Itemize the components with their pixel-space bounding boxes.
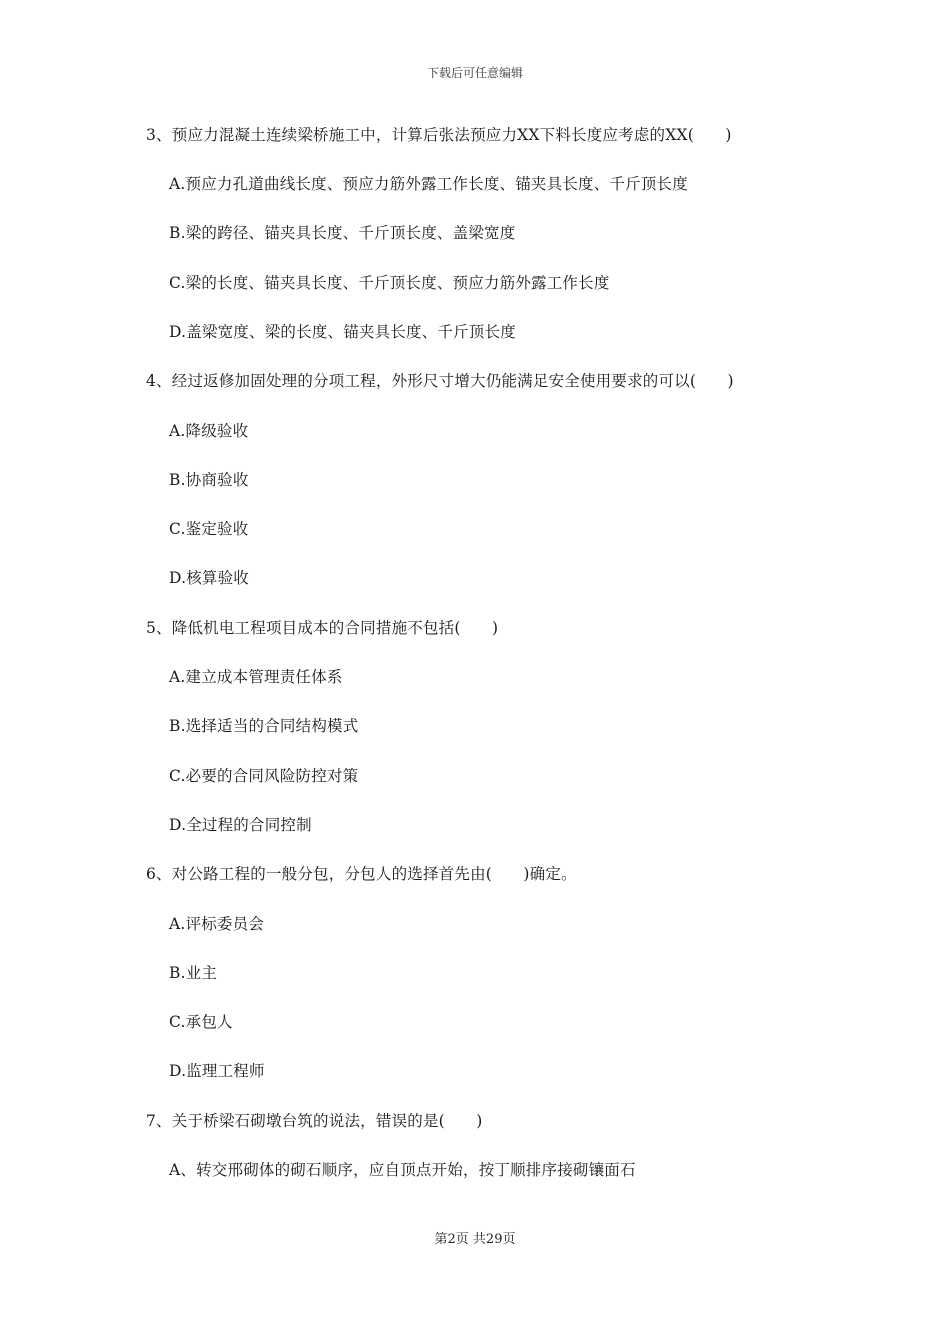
question-option: A.评标委员会 xyxy=(169,915,265,933)
question-option: B.协商验收 xyxy=(169,471,249,489)
question-stem: 7、关于桥梁石砌墩台筑的说法，错误的是( ) xyxy=(146,1112,483,1130)
question-option: C.必要的合同风险防控对策 xyxy=(169,767,359,785)
question-stem: 4、经过返修加固处理的分项工程，外形尺寸增大仍能满足安全使用要求的可以( ) xyxy=(146,372,734,390)
question-option: C.承包人 xyxy=(169,1013,233,1031)
question-option: C.鉴定验收 xyxy=(169,520,249,538)
question-stem: 5、降低机电工程项目成本的合同措施不包括( ) xyxy=(146,619,499,637)
question-stem: 3、预应力混凝土连续梁桥施工中，计算后张法预应力XX下料长度应考虑的XX( ) xyxy=(146,126,732,144)
page-header: 下载后可任意编辑 xyxy=(426,66,523,80)
question-option: B.业主 xyxy=(169,964,218,982)
question-option: D.核算验收 xyxy=(169,569,250,587)
question-option: C.梁的长度、锚夹具长度、千斤顶长度、预应力筋外露工作长度 xyxy=(169,274,610,292)
question-option: A.建立成本管理责任体系 xyxy=(169,668,343,686)
question-option: B.选择适当的合同结构模式 xyxy=(169,717,359,735)
question-option: A、转交邢砌体的砌石顺序，应自顶点开始，按丁顺排序接砌镶面石 xyxy=(169,1161,636,1179)
question-option: D.盖梁宽度、梁的长度、锚夹具长度、千斤顶长度 xyxy=(169,323,516,341)
question-stem: 6、对公路工程的一般分包，分包人的选择首先由( )确定。 xyxy=(146,865,577,883)
question-option: A.降级验收 xyxy=(169,422,249,440)
question-option: A.预应力孔道曲线长度、预应力筋外露工作长度、锚夹具长度、千斤顶长度 xyxy=(169,175,688,193)
question-option: D.监理工程师 xyxy=(169,1062,265,1080)
question-option: B.梁的跨径、锚夹具长度、千斤顶长度、盖梁宽度 xyxy=(169,224,516,242)
page-number: 第2页 共29页 xyxy=(434,1232,516,1247)
question-option: D.全过程的合同控制 xyxy=(169,816,312,834)
